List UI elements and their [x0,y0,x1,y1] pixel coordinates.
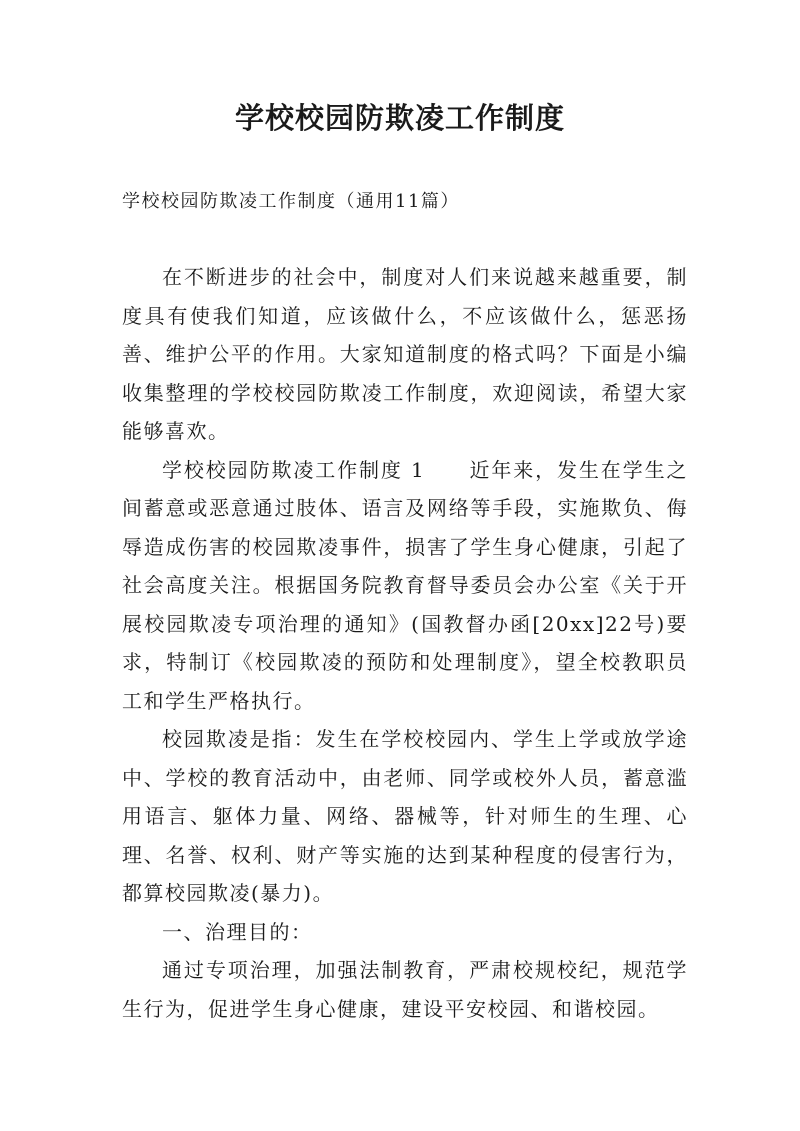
section-heading-purpose: 一、治理目的： [162,919,313,944]
paragraph-intro: 在不断进步的社会中，制度对人们来说越来越重要，制度具有使我们知道，应该做什么，不应该做什么，惩恶扬善、维护公平的作用。大家知道制度的格式吗？下面是小编收集整理的学校校园防欺凌工作制度，欢迎阅读，希望大家能够喜欢。 [122,265,688,443]
document-body [122,258,688,1028]
paragraph-purpose: 通过专项治理，加强法制教育，严肃校规校纪，规范学生行为，促进学生身心健康，建设平安校园、和谐校园。 [122,958,688,1021]
paragraph-definition: 校园欺凌是指：发生在学校校园内、学生上学或放学途中、学校的教育活动中，由老师、同学或校外人员，蓄意滥用语言、躯体力量、网络、器械等，针对师生的生理、心理、名誉、权利、财产等实施的达到某种程度的侵害行为，都算校园欺凌(暴力)。 [122,727,688,905]
document-subtitle: 学校校园防欺凌工作制度（通用11篇） [122,191,460,212]
paragraph-background: 学校校园防欺凌工作制度 1 近年来，发生在学生之间蓄意或恶意通过肢体、语言及网络等手段，实施欺负、侮辱造成伤害的校园欺凌事件，损害了学生身心健康，引起了社会高度关注。根据国务院教育督导委员会办公室《关于开展校园欺凌专项治理的通知》(国教督办函[20xx]22号)要求，特制订《校园欺凌的预防和处理制度》，望全校教职员工和学生严格执行。 [122,457,688,713]
document-title: 学校校园防欺凌工作制度 [234,101,565,135]
